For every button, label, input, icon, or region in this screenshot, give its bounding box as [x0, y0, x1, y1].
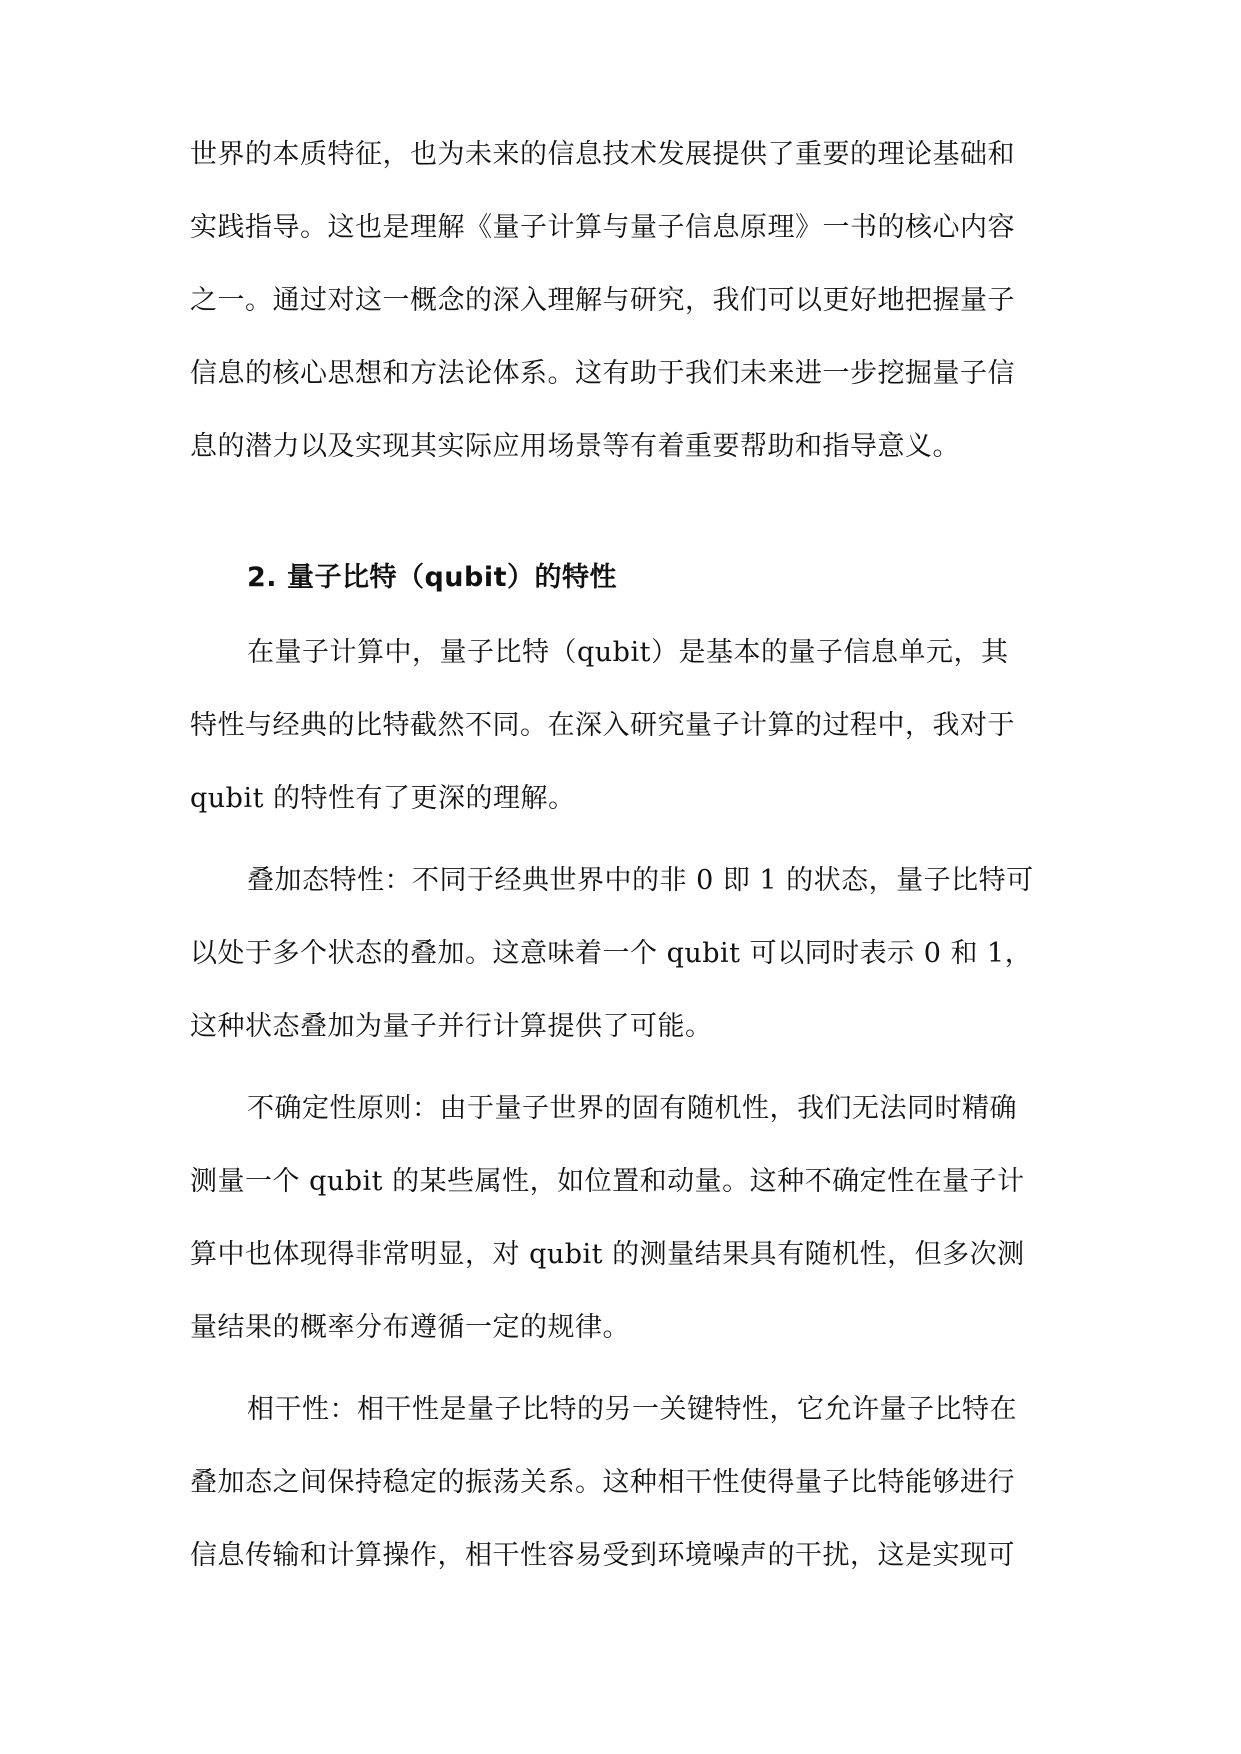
p3-line-1: 不确定性原则：由于量子世界的固有随机性，我们无法同时精确 — [247, 1093, 1017, 1124]
p1-line-2: 特性与经典的比特截然不同。在深入研究量子计算的过程中，我对于 — [190, 710, 1015, 741]
p3-line-3: 算中也体现得非常明显，对 qubit 的测量结果具有随机性，但多次测 — [190, 1239, 1025, 1270]
intro-line-1: 世界的本质特征，也为未来的信息技术发展提供了重要的理论基础和 — [190, 139, 1015, 170]
p3-line-2: 测量一个 qubit 的某些属性，如位置和动量。这种不确定性在量子计 — [190, 1166, 1025, 1197]
p2-line-3: 这种状态叠加为量子并行计算提供了可能。 — [190, 1011, 713, 1042]
p3-line-4: 量结果的概率分布遵循一定的规律。 — [190, 1312, 630, 1343]
section-heading: 2. 量子比特（qubit）的特性 — [247, 562, 617, 593]
intro-line-2: 实践指导。这也是理解《量子计算与量子信息原理》一书的核心内容 — [190, 212, 1015, 243]
p4-line-3: 信息传输和计算操作，相干性容易受到环境噪声的干扰，这是实现可 — [190, 1540, 1015, 1571]
p1-line-3: qubit 的特性有了更深的理解。 — [190, 783, 576, 814]
intro-line-3: 之一。通过对这一概念的深入理解与研究，我们可以更好地把握量子 — [190, 285, 1015, 316]
p2-line-2: 以处于多个状态的叠加。这意味着一个 qubit 可以同时表示 0 和 1， — [190, 938, 1033, 969]
p4-line-1: 相干性：相干性是量子比特的另一关键特性，它允许量子比特在 — [247, 1394, 1017, 1425]
intro-line-5: 息的潜力以及实现其实际应用场景等有着重要帮助和指导意义。 — [190, 431, 960, 462]
p1-line-1: 在量子计算中，量子比特（qubit）是基本的量子信息单元，其 — [247, 637, 1009, 668]
p4-line-2: 叠加态之间保持稳定的振荡关系。这种相干性使得量子比特能够进行 — [190, 1467, 1015, 1498]
intro-line-4: 信息的核心思想和方法论体系。这有助于我们未来进一步挖掘量子信 — [190, 358, 1015, 389]
p2-line-1: 叠加态特性：不同于经典世界中的非 0 即 1 的状态，量子比特可 — [247, 865, 1034, 896]
